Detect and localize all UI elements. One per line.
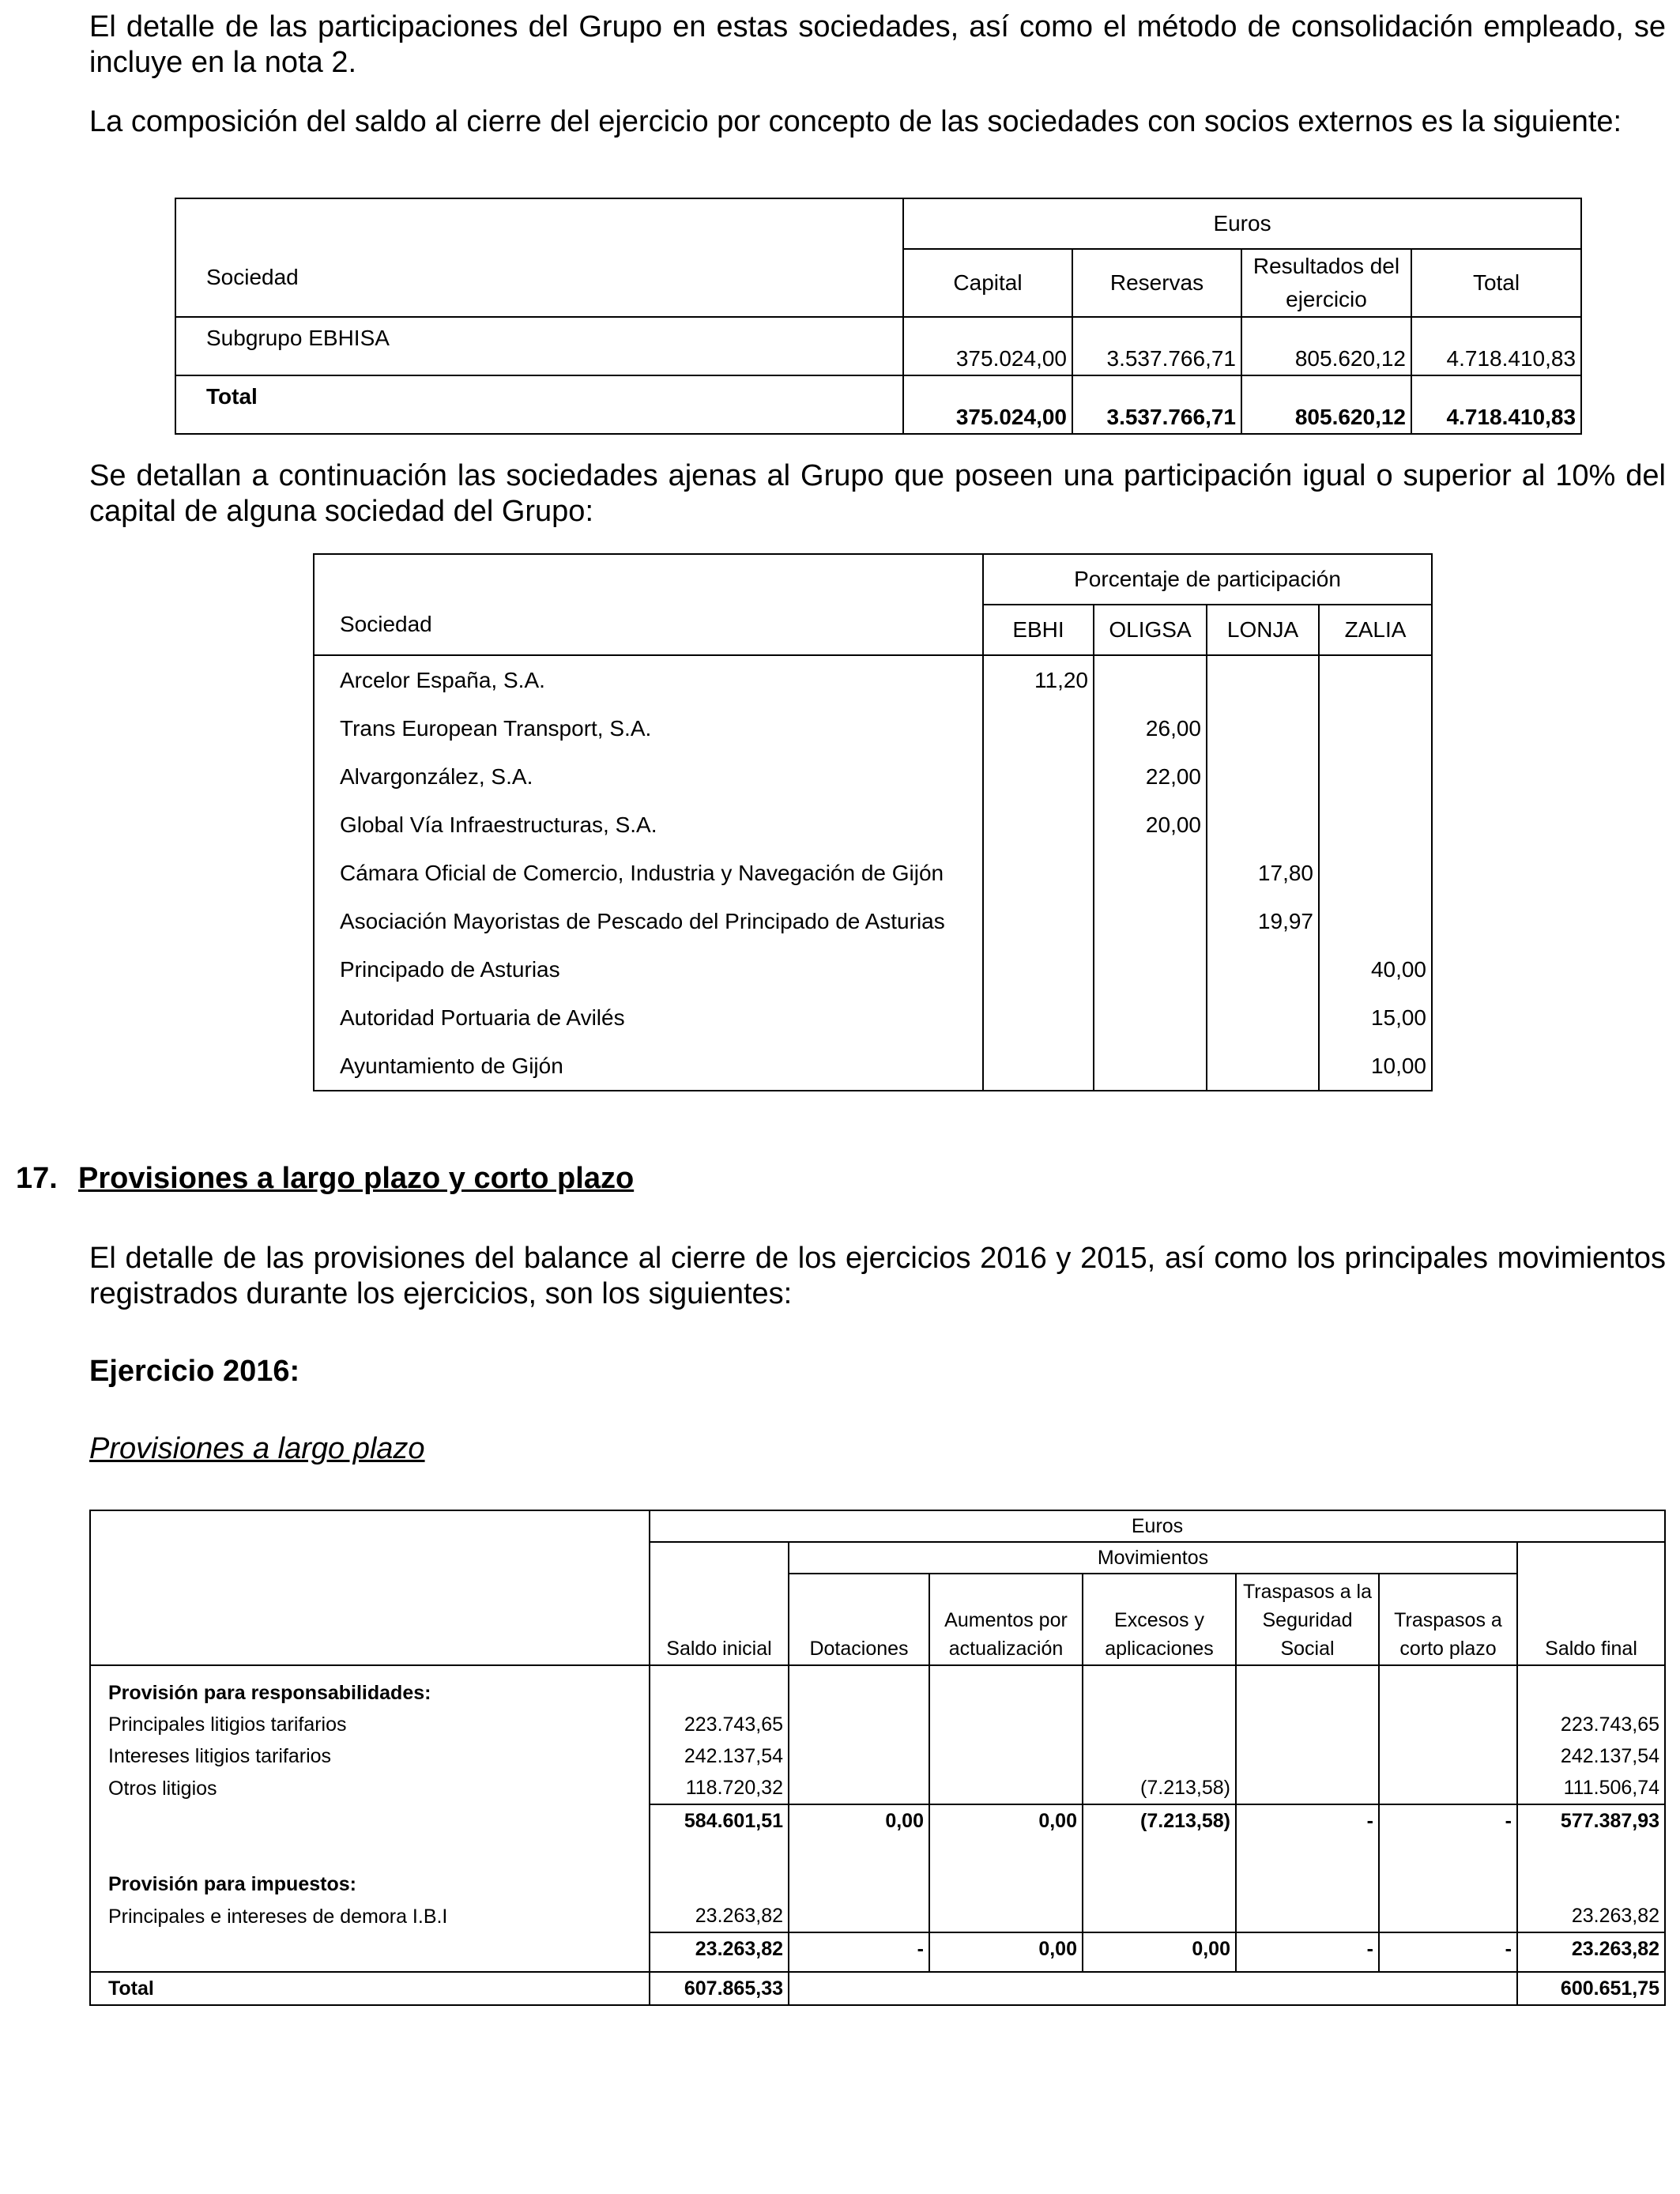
cell-resultados: 805.620,12 <box>1241 317 1411 375</box>
composition-paragraph: La composición del saldo al cierre del ejercicio por concepto de las sociedades con socios externos es la siguiente: <box>89 105 1622 138</box>
subtotal-saldo-final: 577.387,93 <box>1517 1804 1665 1837</box>
table-row <box>175 317 1581 375</box>
table-row <box>314 704 1432 752</box>
spacer-cell <box>650 1665 789 1677</box>
cell-traspasos-ss <box>1236 1740 1379 1772</box>
cell-zalia <box>1319 704 1432 752</box>
cell-lonja: 17,80 <box>1207 849 1319 897</box>
cell-lonja: 19,97 <box>1207 897 1319 945</box>
cell-zalia: 15,00 <box>1319 993 1432 1042</box>
cell-oligsa <box>1094 897 1207 945</box>
cell-zalia <box>1319 849 1432 897</box>
col-header-sociedad: Sociedad <box>175 198 903 317</box>
spacer-cell <box>90 1857 650 1868</box>
cell-dotaciones <box>789 1900 929 1932</box>
subtotal-traspasos-cp: - <box>1379 1804 1517 1837</box>
col-header-traspasos-cp: Traspasos a corto plazo <box>1379 1574 1517 1665</box>
section-number: 17. <box>16 1162 58 1195</box>
spacer-cell <box>1379 1965 1517 1972</box>
table-row <box>314 897 1432 945</box>
table-row <box>314 993 1432 1042</box>
subtotal-row <box>90 1932 1665 1965</box>
cell-traspasos-cp <box>1379 1740 1517 1772</box>
cell-traspasos-cp <box>1379 1900 1517 1932</box>
cell-traspasos-ss <box>1236 1772 1379 1804</box>
empty-cell <box>1517 1868 1665 1900</box>
spacer-cell <box>90 1665 650 1677</box>
subtotal-saldo-inicial: 584.601,51 <box>650 1804 789 1837</box>
cell-ebhi <box>983 849 1094 897</box>
cell-aumentos <box>929 1772 1083 1804</box>
empty-cell <box>789 1677 929 1709</box>
empty-cell <box>1083 1868 1236 1900</box>
subtotal-aumentos: 0,00 <box>929 1932 1083 1965</box>
col-header-zalia: ZALIA <box>1319 605 1432 655</box>
empty-cell <box>1379 1868 1517 1900</box>
cell-zalia <box>1319 801 1432 849</box>
col-header-traspasos-ss: Traspasos a la Seguridad Social <box>1236 1574 1379 1665</box>
cell-oligsa: 20,00 <box>1094 801 1207 849</box>
group-title-row <box>90 1868 1665 1900</box>
cell-lonja <box>1207 1042 1319 1091</box>
spacer-cell <box>929 1837 1083 1857</box>
long-term-provisions-subtitle: Provisiones a largo plazo <box>89 1432 425 1465</box>
spacer-cell <box>1236 1965 1379 1972</box>
participation-table <box>313 553 1433 1091</box>
empty-cell <box>789 1868 929 1900</box>
spacer-cell <box>90 1965 650 1972</box>
cell-ebhi <box>983 897 1094 945</box>
cell-excesos <box>1083 1900 1236 1932</box>
cell-oligsa <box>1094 945 1207 993</box>
cell-lonja <box>1207 752 1319 801</box>
provisions-paragraph: El detalle de las provisiones del balance al cierre de los ejercicios 2016 y 2015, así como los principales movimientos registrados durante los ejercicios, son los siguientes: <box>89 1242 1666 1310</box>
col-header-sociedad: Sociedad <box>314 554 983 655</box>
cell-oligsa <box>1094 655 1207 704</box>
cell-traspasos-cp <box>1379 1772 1517 1804</box>
table-row <box>314 849 1432 897</box>
subtotal-saldo-inicial: 23.263,82 <box>650 1932 789 1965</box>
spacer-row <box>90 1965 1665 1972</box>
group-title-row <box>90 1677 1665 1709</box>
cell-traspasos-cp <box>1379 1709 1517 1740</box>
total-saldo-final: 600.651,75 <box>1517 1972 1665 2005</box>
empty-cell <box>1236 1868 1379 1900</box>
col-header-resultados: Resultados del ejercicio <box>1241 249 1411 317</box>
cell-lonja <box>1207 801 1319 849</box>
spacer-cell <box>1236 1665 1379 1677</box>
spacer-cell <box>1379 1857 1517 1868</box>
row-name: Intereses litigios tarifarios <box>90 1740 650 1772</box>
long-term-provisions-table <box>89 1510 1666 2006</box>
col-header-capital: Capital <box>903 249 1072 317</box>
row-name: Arcelor España, S.A. <box>314 655 983 704</box>
group-header-porcentaje: Porcentaje de participación <box>983 554 1432 605</box>
spacer-cell <box>929 1665 1083 1677</box>
spacer-cell <box>1517 1837 1665 1857</box>
cell-total: 4.718.410,83 <box>1411 317 1581 375</box>
empty-cell <box>1236 1677 1379 1709</box>
cell-aumentos <box>929 1740 1083 1772</box>
cell-excesos: (7.213,58) <box>1083 1772 1236 1804</box>
table-row <box>314 945 1432 993</box>
total-row <box>175 375 1581 434</box>
subtotal-dotaciones: 0,00 <box>789 1804 929 1837</box>
col-header-oligsa: OLIGSA <box>1094 605 1207 655</box>
spacer-cell <box>90 1837 650 1857</box>
spacer-cell <box>789 1837 929 1857</box>
participation-paragraph: Se detallan a continuación las sociedades ajenas al Grupo que poseen una participación igual o superior al 10% del capital de alguna sociedad del Grupo: <box>89 459 1666 528</box>
empty-cell <box>1379 1677 1517 1709</box>
total-movements-blank <box>789 1972 1517 2005</box>
table-row <box>314 801 1432 849</box>
cell-saldo-inicial: 223.743,65 <box>650 1709 789 1740</box>
spacer-cell <box>1236 1837 1379 1857</box>
table-row <box>90 1900 1665 1932</box>
spacer-cell <box>650 1837 789 1857</box>
total-resultados: 805.620,12 <box>1241 375 1411 434</box>
intro-paragraph: El detalle de las participaciones del Grupo en estas sociedades, así como el método de consolidación empleado, se incluye en la nota 2. <box>89 10 1666 79</box>
col-header-saldo-inicial: Saldo inicial <box>650 1542 789 1665</box>
subtotal-saldo-final: 23.263,82 <box>1517 1932 1665 1965</box>
cell-oligsa <box>1094 849 1207 897</box>
row-name: Subgrupo EBHISA <box>175 317 903 375</box>
cell-ebhi <box>983 945 1094 993</box>
subtotal-traspasos-ss: - <box>1236 1804 1379 1837</box>
spacer-cell <box>929 1857 1083 1868</box>
cell-oligsa <box>1094 993 1207 1042</box>
subtotal-traspasos-cp: - <box>1379 1932 1517 1965</box>
cell-lonja <box>1207 704 1319 752</box>
row-name: Ayuntamiento de Gijón <box>314 1042 983 1091</box>
row-name: Otros litigios <box>90 1772 650 1804</box>
cell-saldo-inicial: 118.720,32 <box>650 1772 789 1804</box>
subtotal-dotaciones: - <box>789 1932 929 1965</box>
col-header-saldo-final: Saldo final <box>1517 1542 1665 1665</box>
cell-excesos <box>1083 1709 1236 1740</box>
subtotal-label-cell <box>90 1932 650 1965</box>
cell-dotaciones <box>789 1709 929 1740</box>
spacer-row <box>90 1837 1665 1857</box>
cell-oligsa: 22,00 <box>1094 752 1207 801</box>
cell-saldo-inicial: 242.137,54 <box>650 1740 789 1772</box>
spacer-cell <box>1379 1837 1517 1857</box>
cell-oligsa: 26,00 <box>1094 704 1207 752</box>
subtotal-aumentos: 0,00 <box>929 1804 1083 1837</box>
spacer-cell <box>650 1965 789 1972</box>
cell-dotaciones <box>789 1772 929 1804</box>
cell-lonja <box>1207 945 1319 993</box>
spacer-row <box>90 1857 1665 1868</box>
spacer-cell <box>789 1665 929 1677</box>
cell-ebhi: 11,20 <box>983 655 1094 704</box>
row-name: Global Vía Infraestructuras, S.A. <box>314 801 983 849</box>
subtotal-traspasos-ss: - <box>1236 1932 1379 1965</box>
spacer-row <box>90 1665 1665 1677</box>
year-subheading: Ejercicio 2016: <box>89 1355 300 1388</box>
spacer-cell <box>1517 1965 1665 1972</box>
cell-excesos <box>1083 1740 1236 1772</box>
total-label: Total <box>175 375 903 434</box>
row-name: Alvargonzález, S.A. <box>314 752 983 801</box>
cell-aumentos <box>929 1900 1083 1932</box>
external-partners-balance-table <box>175 198 1582 435</box>
cell-traspasos-ss <box>1236 1900 1379 1932</box>
cell-zalia <box>1319 897 1432 945</box>
cell-saldo-final: 242.137,54 <box>1517 1740 1665 1772</box>
cell-ebhi <box>983 752 1094 801</box>
spacer-cell <box>1083 1857 1236 1868</box>
cell-zalia <box>1319 655 1432 704</box>
empty-cell <box>650 1868 789 1900</box>
cell-saldo-final: 23.263,82 <box>1517 1900 1665 1932</box>
total-total: 4.718.410,83 <box>1411 375 1581 434</box>
subtotal-excesos: (7.213,58) <box>1083 1804 1236 1837</box>
cell-ebhi <box>983 1042 1094 1091</box>
cell-capital: 375.024,00 <box>903 317 1072 375</box>
spacer-cell <box>1517 1857 1665 1868</box>
cell-traspasos-ss <box>1236 1709 1379 1740</box>
col-header-total: Total <box>1411 249 1581 317</box>
header-blank <box>90 1510 650 1665</box>
spacer-cell <box>1083 1837 1236 1857</box>
cell-lonja <box>1207 993 1319 1042</box>
table-row <box>90 1709 1665 1740</box>
cell-ebhi <box>983 704 1094 752</box>
spacer-cell <box>789 1965 929 1972</box>
empty-cell <box>929 1677 1083 1709</box>
row-name: Trans European Transport, S.A. <box>314 704 983 752</box>
empty-cell <box>1083 1677 1236 1709</box>
cell-zalia: 10,00 <box>1319 1042 1432 1091</box>
row-name: Autoridad Portuaria de Avilés <box>314 993 983 1042</box>
col-header-ebhi: EBHI <box>983 605 1094 655</box>
cell-reservas: 3.537.766,71 <box>1072 317 1241 375</box>
total-reservas: 3.537.766,71 <box>1072 375 1241 434</box>
empty-cell <box>650 1677 789 1709</box>
cell-saldo-final: 223.743,65 <box>1517 1709 1665 1740</box>
cell-saldo-inicial: 23.263,82 <box>650 1900 789 1932</box>
section-title: Provisiones a largo plazo y corto plazo <box>78 1162 635 1195</box>
spacer-cell <box>650 1857 789 1868</box>
spacer-cell <box>1083 1665 1236 1677</box>
col-header-excesos: Excesos y aplicaciones <box>1083 1574 1236 1665</box>
group-title: Provisión para impuestos: <box>90 1868 650 1900</box>
table-row <box>314 655 1432 704</box>
row-name: Principales litigios tarifarios <box>90 1709 650 1740</box>
total-label: Total <box>90 1972 650 2005</box>
cell-aumentos <box>929 1709 1083 1740</box>
cell-ebhi <box>983 801 1094 849</box>
spacer-cell <box>1236 1857 1379 1868</box>
total-row <box>90 1972 1665 2005</box>
col-header-lonja: LONJA <box>1207 605 1319 655</box>
spacer-cell <box>1379 1665 1517 1677</box>
table-row <box>314 1042 1432 1091</box>
table-row <box>90 1740 1665 1772</box>
spacer-cell <box>1517 1665 1665 1677</box>
col-header-aumentos: Aumentos por actualización <box>929 1574 1083 1665</box>
total-capital: 375.024,00 <box>903 375 1072 434</box>
spacer-cell <box>1083 1965 1236 1972</box>
subtotal-row <box>90 1804 1665 1837</box>
cell-saldo-final: 111.506,74 <box>1517 1772 1665 1804</box>
empty-cell <box>929 1868 1083 1900</box>
cell-dotaciones <box>789 1740 929 1772</box>
cell-zalia <box>1319 752 1432 801</box>
group-header-euros: Euros <box>903 198 1581 249</box>
table-row <box>90 1772 1665 1804</box>
col-header-dotaciones: Dotaciones <box>789 1574 929 1665</box>
row-name: Cámara Oficial de Comercio, Industria y Navegación de Gijón <box>314 849 983 897</box>
spacer-cell <box>789 1857 929 1868</box>
total-saldo-inicial: 607.865,33 <box>650 1972 789 2005</box>
cell-oligsa <box>1094 1042 1207 1091</box>
empty-cell <box>1517 1677 1665 1709</box>
group-header-movimientos: Movimientos <box>789 1542 1517 1574</box>
group-header-euros: Euros <box>650 1510 1665 1542</box>
row-name: Principado de Asturias <box>314 945 983 993</box>
cell-ebhi <box>983 993 1094 1042</box>
row-name: Asociación Mayoristas de Pescado del Principado de Asturias <box>314 897 983 945</box>
table-row <box>314 752 1432 801</box>
col-header-reservas: Reservas <box>1072 249 1241 317</box>
group-title: Provisión para responsabilidades: <box>90 1677 650 1709</box>
cell-lonja <box>1207 655 1319 704</box>
subtotal-excesos: 0,00 <box>1083 1932 1236 1965</box>
subtotal-label-cell <box>90 1804 650 1837</box>
spacer-cell <box>929 1965 1083 1972</box>
cell-zalia: 40,00 <box>1319 945 1432 993</box>
row-name: Principales e intereses de demora I.B.I <box>90 1900 650 1932</box>
